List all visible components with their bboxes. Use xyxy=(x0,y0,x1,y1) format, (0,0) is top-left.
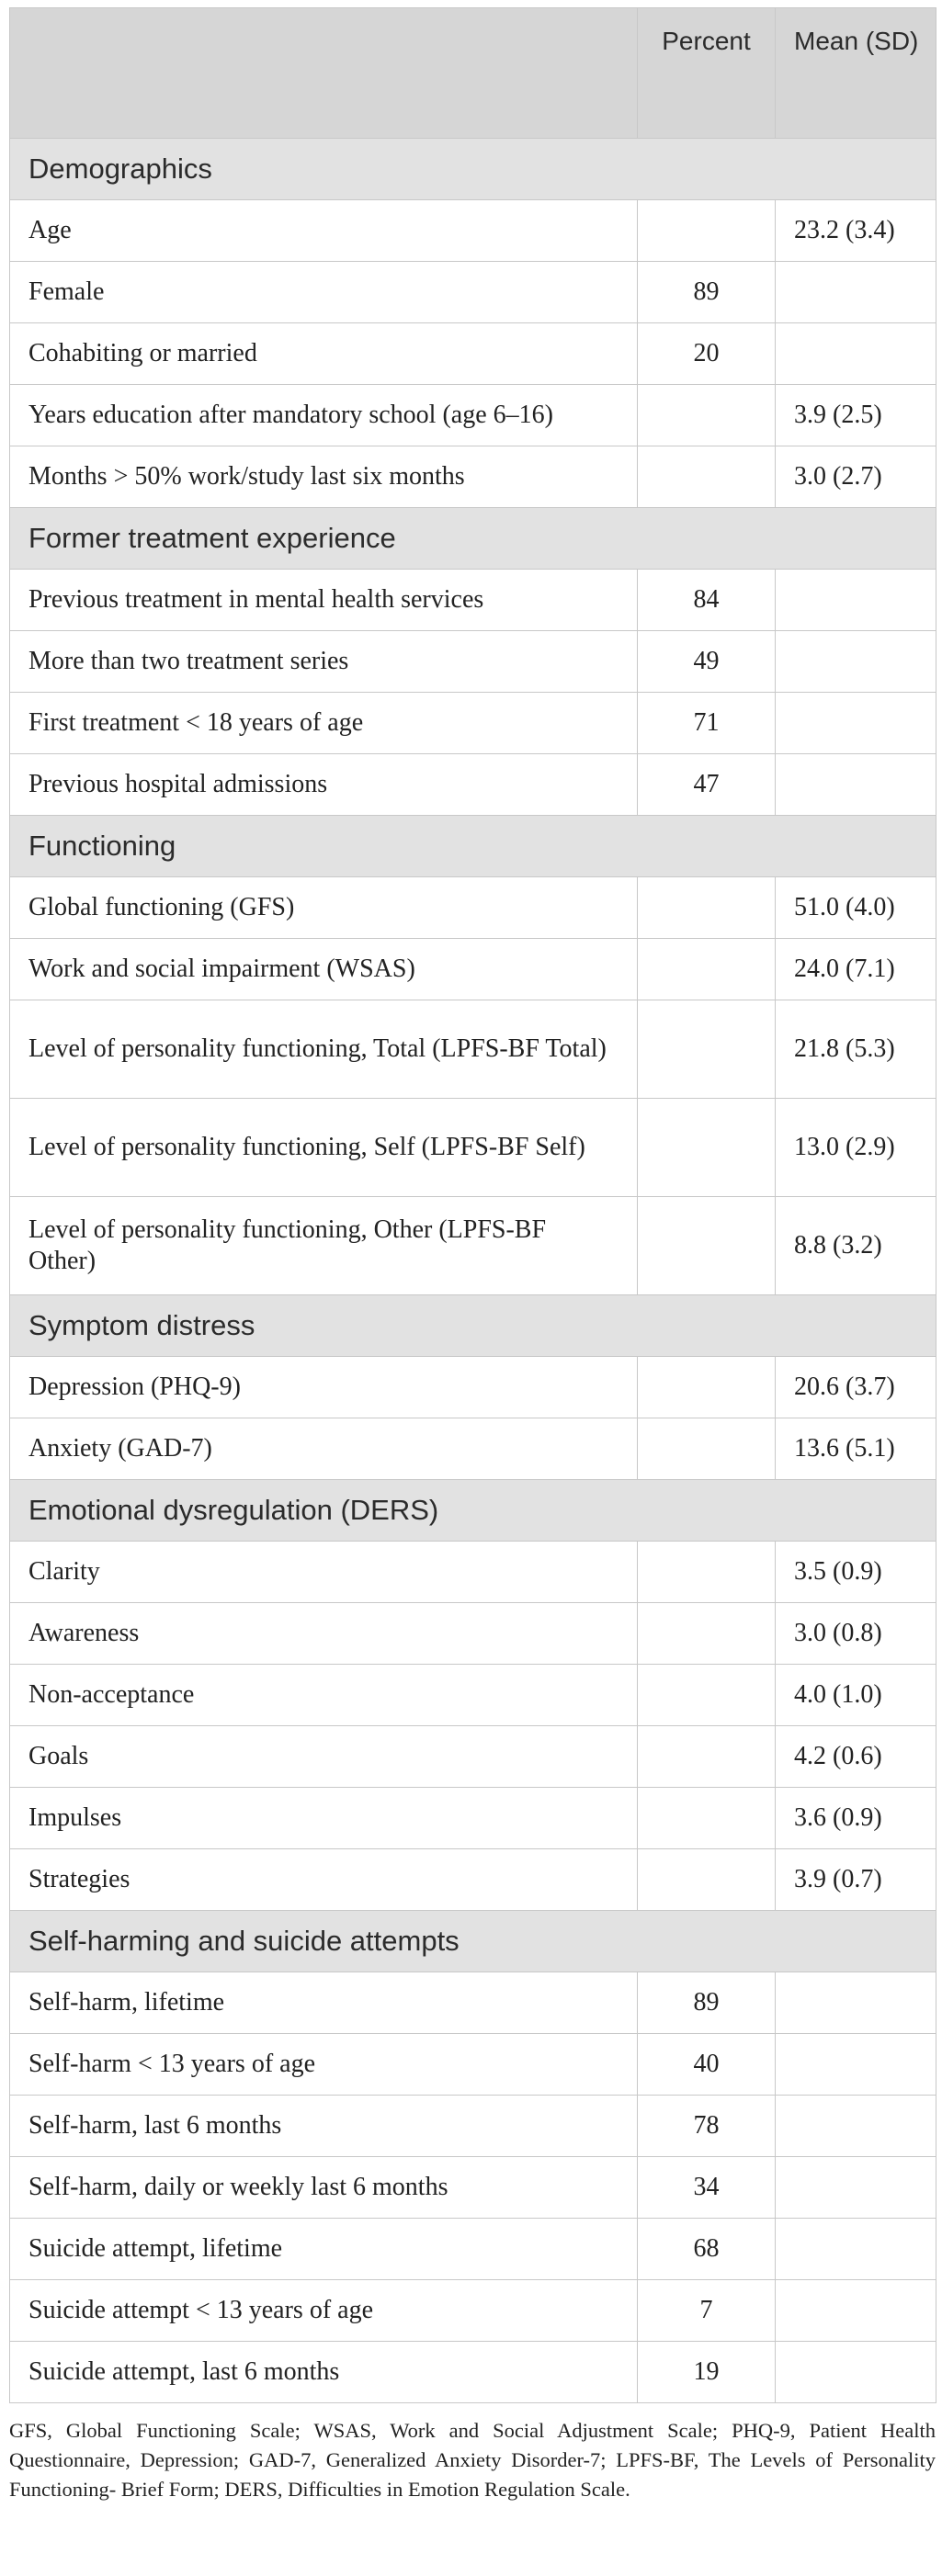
section-title: Demographics xyxy=(10,139,936,200)
row-mean-sd: 13.6 (5.1) xyxy=(776,1418,936,1480)
row-mean-sd: 3.6 (0.9) xyxy=(776,1788,936,1849)
row-mean-sd: 24.0 (7.1) xyxy=(776,939,936,1000)
table-row xyxy=(10,1972,936,2034)
row-label: Anxiety (GAD-7) xyxy=(10,1418,638,1480)
table-footnote: GFS, Global Functioning Scale; WSAS, Work and Social Adjustment Scale; PHQ-9, Patient Health Questionnaire, Depression; GAD-7, Generalized Anxiety Disorder-7; LPFS-BF, The Levels of Personality Functioning- Brief Form; DERS, Difficulties in Emotion Regulation Scale. xyxy=(9,2419,936,2501)
table-row xyxy=(10,1849,936,1911)
section-title: Emotional dysregulation (DERS) xyxy=(10,1480,936,1542)
table-header xyxy=(10,8,936,139)
row-label: Strategies xyxy=(10,1849,638,1911)
row-percent: 78 xyxy=(638,2096,776,2157)
table-body xyxy=(10,139,936,2403)
row-percent: 19 xyxy=(638,2342,776,2403)
row-mean-sd xyxy=(776,631,936,693)
table-row xyxy=(10,385,936,446)
row-percent: 68 xyxy=(638,2219,776,2280)
row-percent: 71 xyxy=(638,693,776,754)
row-mean-sd xyxy=(776,1972,936,2034)
row-label: Impulses xyxy=(10,1788,638,1849)
row-percent: 7 xyxy=(638,2280,776,2342)
row-percent xyxy=(638,1849,776,1911)
table-row xyxy=(10,1603,936,1665)
row-label: Previous treatment in mental health services xyxy=(10,570,638,631)
table-row xyxy=(10,2280,936,2342)
characteristics-table xyxy=(9,7,936,2403)
row-percent: 47 xyxy=(638,754,776,816)
row-label: Awareness xyxy=(10,1603,638,1665)
row-percent: 40 xyxy=(638,2034,776,2096)
row-percent xyxy=(638,1726,776,1788)
row-label: Suicide attempt, lifetime xyxy=(10,2219,638,2280)
section-title: Symptom distress xyxy=(10,1295,936,1357)
row-percent: 84 xyxy=(638,570,776,631)
table-row xyxy=(10,1788,936,1849)
section-row xyxy=(10,139,936,200)
row-mean-sd: 3.9 (0.7) xyxy=(776,1849,936,1911)
table-row xyxy=(10,1726,936,1788)
row-mean-sd: 3.9 (2.5) xyxy=(776,385,936,446)
row-percent: 20 xyxy=(638,323,776,385)
row-label: Self-harm, daily or weekly last 6 months xyxy=(10,2157,638,2219)
table-row xyxy=(10,2342,936,2403)
row-label: Years education after mandatory school (age 6–16) xyxy=(10,385,638,446)
row-mean-sd: 13.0 (2.9) xyxy=(776,1099,936,1197)
row-label: Self-harm < 13 years of age xyxy=(10,2034,638,2096)
table-row xyxy=(10,323,936,385)
row-mean-sd: 3.0 (0.8) xyxy=(776,1603,936,1665)
table-row xyxy=(10,570,936,631)
row-percent xyxy=(638,877,776,939)
row-label: Previous hospital admissions xyxy=(10,754,638,816)
row-label: Non-acceptance xyxy=(10,1665,638,1726)
row-percent xyxy=(638,939,776,1000)
row-percent xyxy=(638,1357,776,1418)
row-percent xyxy=(638,1542,776,1603)
row-mean-sd xyxy=(776,570,936,631)
row-label: Goals xyxy=(10,1726,638,1788)
table-row xyxy=(10,693,936,754)
row-mean-sd: 51.0 (4.0) xyxy=(776,877,936,939)
row-mean-sd: 4.0 (1.0) xyxy=(776,1665,936,1726)
row-percent: 49 xyxy=(638,631,776,693)
header-label-cell xyxy=(10,8,638,139)
table-row xyxy=(10,200,936,262)
table-row xyxy=(10,939,936,1000)
section-row xyxy=(10,1295,936,1357)
row-label: Work and social impairment (WSAS) xyxy=(10,939,638,1000)
row-mean-sd xyxy=(776,2342,936,2403)
section-row xyxy=(10,1911,936,1972)
table-row xyxy=(10,877,936,939)
table-row xyxy=(10,2034,936,2096)
table-row xyxy=(10,1099,936,1197)
row-mean-sd xyxy=(776,2096,936,2157)
row-label: Age xyxy=(10,200,638,262)
row-mean-sd: 4.2 (0.6) xyxy=(776,1726,936,1788)
row-percent xyxy=(638,1000,776,1099)
table-row xyxy=(10,1665,936,1726)
row-mean-sd: 3.5 (0.9) xyxy=(776,1542,936,1603)
row-mean-sd: 21.8 (5.3) xyxy=(776,1000,936,1099)
table-row xyxy=(10,1197,936,1295)
header-row xyxy=(10,8,936,139)
row-label: Clarity xyxy=(10,1542,638,1603)
row-percent xyxy=(638,385,776,446)
header-percent: Percent xyxy=(638,8,776,139)
row-mean-sd xyxy=(776,2280,936,2342)
row-percent xyxy=(638,1665,776,1726)
row-percent xyxy=(638,1603,776,1665)
row-mean-sd xyxy=(776,693,936,754)
row-percent xyxy=(638,1788,776,1849)
row-label: Cohabiting or married xyxy=(10,323,638,385)
row-percent: 89 xyxy=(638,262,776,323)
row-percent: 34 xyxy=(638,2157,776,2219)
row-percent xyxy=(638,446,776,508)
section-title: Self-harming and suicide attempts xyxy=(10,1911,936,1972)
table-row xyxy=(10,2096,936,2157)
row-label: Level of personality functioning, Total (LPFS-BF Total) xyxy=(10,1000,638,1099)
row-percent xyxy=(638,200,776,262)
row-label: Level of personality functioning, Other (LPFS-BF Other) xyxy=(10,1197,638,1295)
row-mean-sd xyxy=(776,2219,936,2280)
header-mean-sd: Mean (SD) xyxy=(776,8,936,139)
row-label: Global functioning (GFS) xyxy=(10,877,638,939)
row-mean-sd: 23.2 (3.4) xyxy=(776,200,936,262)
table-row xyxy=(10,262,936,323)
table-row xyxy=(10,1357,936,1418)
section-title: Former treatment experience xyxy=(10,508,936,570)
table-row xyxy=(10,631,936,693)
section-row xyxy=(10,508,936,570)
table-row xyxy=(10,2219,936,2280)
row-label: Suicide attempt, last 6 months xyxy=(10,2342,638,2403)
row-mean-sd xyxy=(776,754,936,816)
table-row xyxy=(10,754,936,816)
table-row xyxy=(10,2157,936,2219)
row-label: Level of personality functioning, Self (LPFS-BF Self) xyxy=(10,1099,638,1197)
table-row xyxy=(10,1000,936,1099)
row-label: Female xyxy=(10,262,638,323)
row-mean-sd: 20.6 (3.7) xyxy=(776,1357,936,1418)
table-row xyxy=(10,1542,936,1603)
row-percent xyxy=(638,1099,776,1197)
row-label: More than two treatment series xyxy=(10,631,638,693)
row-label: Suicide attempt < 13 years of age xyxy=(10,2280,638,2342)
section-title: Functioning xyxy=(10,816,936,877)
row-label: Months > 50% work/study last six months xyxy=(10,446,638,508)
row-label: Self-harm, lifetime xyxy=(10,1972,638,2034)
row-mean-sd: 3.0 (2.7) xyxy=(776,446,936,508)
row-percent xyxy=(638,1197,776,1295)
row-percent xyxy=(638,1418,776,1480)
table-row xyxy=(10,446,936,508)
row-label: Depression (PHQ-9) xyxy=(10,1357,638,1418)
row-mean-sd: 8.8 (3.2) xyxy=(776,1197,936,1295)
section-row xyxy=(10,1480,936,1542)
row-label: Self-harm, last 6 months xyxy=(10,2096,638,2157)
row-mean-sd xyxy=(776,2157,936,2219)
row-percent: 89 xyxy=(638,1972,776,2034)
row-mean-sd xyxy=(776,262,936,323)
section-row xyxy=(10,816,936,877)
row-mean-sd xyxy=(776,2034,936,2096)
table-row xyxy=(10,1418,936,1480)
row-mean-sd xyxy=(776,323,936,385)
row-label: First treatment < 18 years of age xyxy=(10,693,638,754)
